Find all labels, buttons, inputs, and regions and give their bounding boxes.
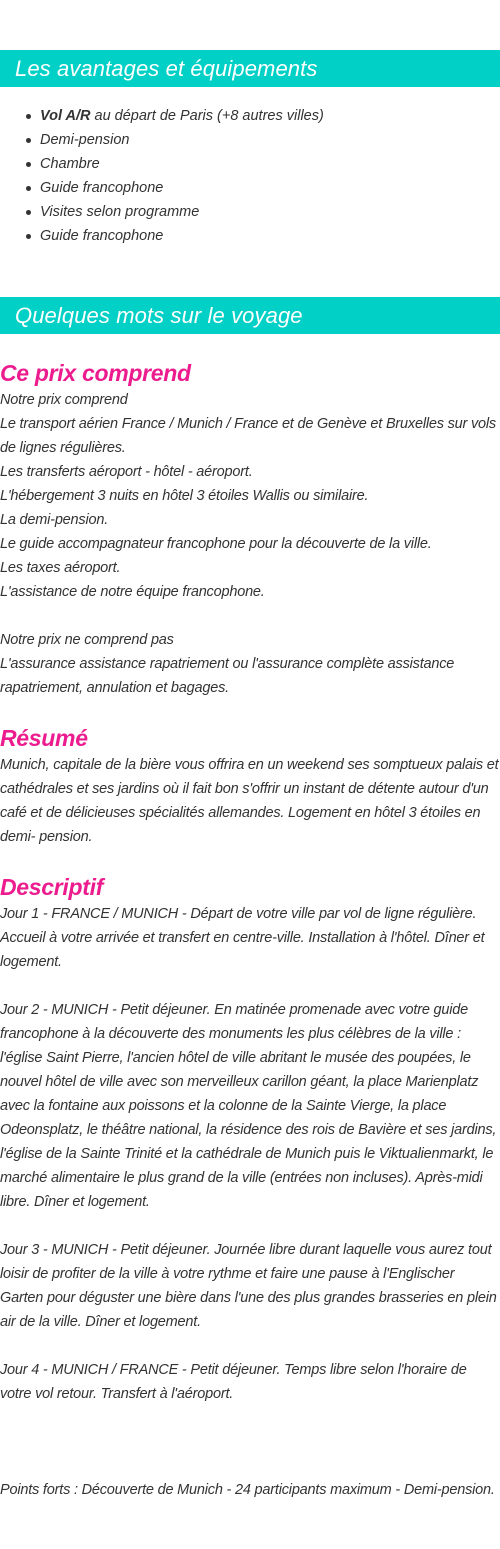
description-block <box>0 872 500 1502</box>
list-item <box>0 104 324 128</box>
price-line: Notre prix comprend <box>0 392 128 408</box>
amenities-list <box>0 104 324 248</box>
price-line: Le transport aérien France / Munich / France et de Genève et Bruxelles sur vols de lignes régulières. <box>0 416 496 456</box>
day-description: Jour 3 - MUNICH - Petit déjeuner. Journée libre durant laquelle vous aurez tout loisir de profiter de la ville à votre rythme et faire une pause à l'Englischer Garten pour déguster une bière dans l'une des plus grandes brasseries en plein air de la ville. Dîner et logement. <box>0 1242 497 1330</box>
highlights-text: Points forts : Découverte de Munich - 24 participants maximum - Demi-pension. <box>0 1482 495 1498</box>
list-item: Chambre <box>0 152 324 176</box>
price-includes-heading: Ce prix comprend <box>0 360 191 386</box>
price-line: Le guide accompagnateur francophone pour la découverte de la ville. <box>0 536 432 552</box>
list-item: Guide francophone <box>0 176 324 200</box>
day-description: Jour 4 - MUNICH / FRANCE - Petit déjeuner. Temps libre selon l'horaire de votre vol retour. Transfert à l'aéroport. <box>0 1362 467 1402</box>
amenities-section-title: Les avantages et équipements <box>0 50 500 87</box>
price-includes-block <box>0 358 500 700</box>
about-section-title: Quelques mots sur le voyage <box>0 297 500 334</box>
flight-detail: au départ de Paris (+8 autres villes) <box>90 108 324 124</box>
price-line: L'assistance de notre équipe francophone. <box>0 584 265 600</box>
summary-text: Munich, capitale de la bière vous offrira en un weekend ses somptueux palais et cathédrales et ses jardins où il fait bon s'offrir un instant de détente autour d'un café et de délicieuses spécialités allemandes. Logement en hôtel 3 étoiles en demi- pension. <box>0 757 499 845</box>
list-item: Visites selon programme <box>0 200 324 224</box>
day-description: Jour 2 - MUNICH - Petit déjeuner. En matinée promenade avec votre guide francophone à la découverte des monuments les plus célèbres de la ville : l'église Saint Pierre, l'ancien hôtel de ville abritant le musée des poupées, le nouvel hôtel de ville avec son merveilleux carillon géant, la place Marienplatz avec la fontaine aux poissons et la colonne de la Sainte Vierge, la place Odeonsplatz, le théâtre national, la résidence des rois de Bavière et ses jardins, l'église de la Sainte Trinité et la cathédrale de Munich puis le Viktualienmarkt, le marché alimentaire le plus grand de la ville (entrées non incluses). Après-midi libre. Dîner et logement. <box>0 1002 497 1210</box>
day-description: Jour 1 - FRANCE / MUNICH - Départ de votre ville par vol de ligne régulière. Accueil à votre arrivée et transfert en centre-ville. Installation à l'hôtel. Dîner et logement. <box>0 906 485 970</box>
not-included-text: L'assurance assistance rapatriement ou l'assurance complète assistance rapatriement, annulation et bagages. <box>0 656 455 696</box>
price-line: Les taxes aéroport. <box>0 560 121 576</box>
list-item: Demi-pension <box>0 128 324 152</box>
price-line: La demi-pension. <box>0 512 109 528</box>
not-included-title: Notre prix ne comprend pas <box>0 632 174 648</box>
price-line: L'hébergement 3 nuits en hôtel 3 étoiles Wallis ou similaire. <box>0 488 369 504</box>
summary-block <box>0 723 500 849</box>
summary-heading: Résumé <box>0 725 88 751</box>
flight-label: Vol A/R <box>40 108 91 124</box>
description-heading: Descriptif <box>0 874 104 900</box>
price-line: Les transferts aéroport - hôtel - aéroport. <box>0 464 253 480</box>
list-item: Guide francophone <box>0 224 324 248</box>
